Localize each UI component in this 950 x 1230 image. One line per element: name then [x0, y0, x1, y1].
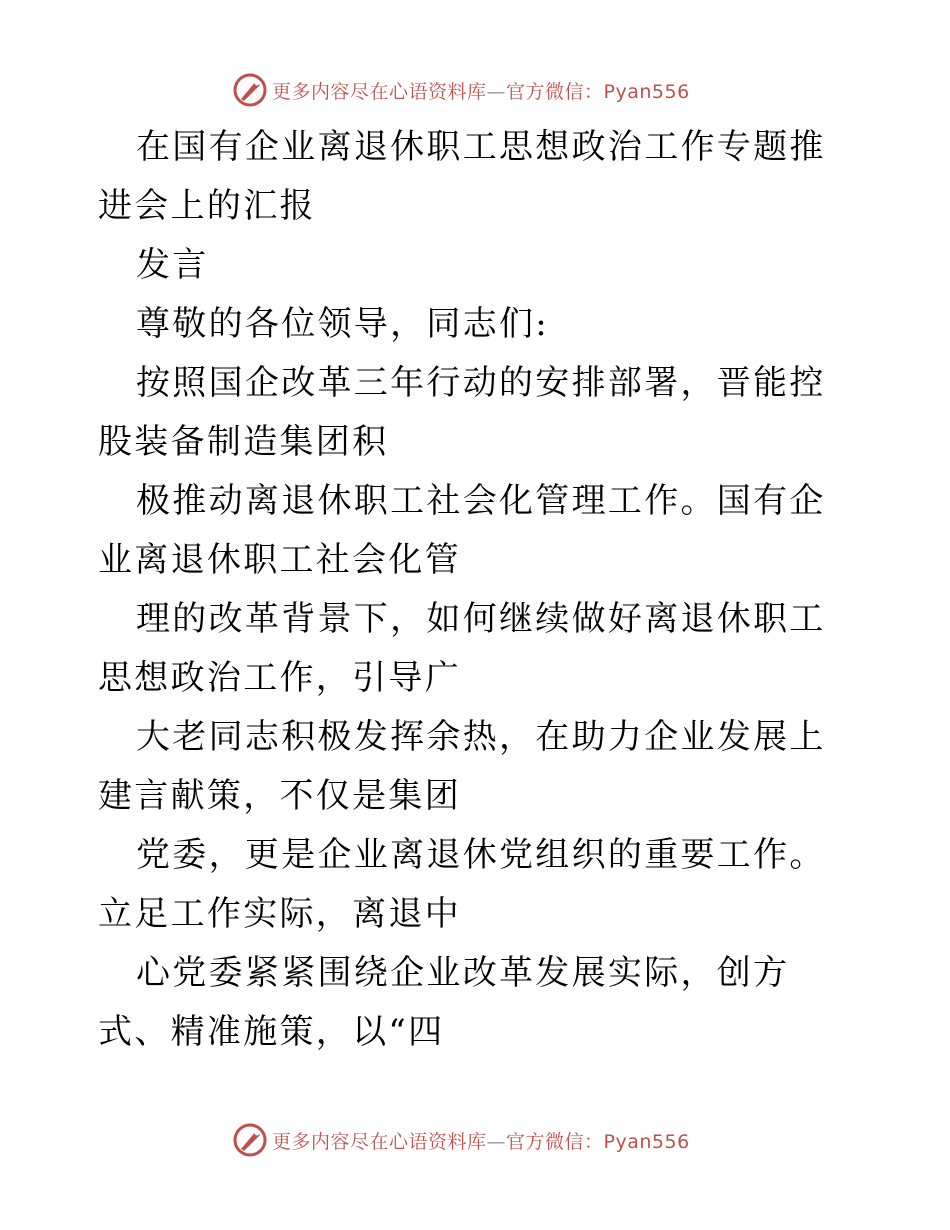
banner-text: [272, 1127, 690, 1154]
banner-wechat-id: Pyan556: [603, 80, 690, 103]
document-body: [98, 118, 858, 1062]
banner-text: [272, 77, 690, 104]
paragraph: 心党委紧紧围绕企业改革发展实际，创方式、精准施策，以“四: [98, 953, 790, 1052]
banner-separator: —: [486, 1130, 507, 1153]
header-banner: [232, 72, 690, 108]
paragraph: 发言: [136, 245, 209, 285]
paragraph: 按照国企改革三年行动的安排部署，晋能控股装备制造集团积: [98, 363, 826, 462]
banner-separator: —: [486, 80, 507, 103]
paragraph-salutation: 尊敬的各位领导，同志们:: [136, 304, 550, 344]
paragraph-title: 在国有企业离退休职工思想政治工作专题推进会上的汇报: [98, 127, 826, 226]
paragraph: 党委，更是企业离退休党组织的重要工作。立足工作实际，离退中: [98, 835, 826, 934]
paragraph: 大老同志积极发挥余热，在助力企业发展上建言献策，不仅是集团: [98, 717, 826, 816]
paragraph: 理的改革背景下，如何继续做好离退休职工思想政治工作，引导广: [98, 599, 826, 698]
paragraph: 极推动离退休职工社会化管理工作。国有企业离退休职工社会化管: [98, 481, 826, 580]
pen-logo-icon: [232, 1122, 268, 1158]
banner-wechat-label: 官方微信：: [506, 1130, 604, 1153]
banner-title: 更多内容尽在心语资料库: [272, 1130, 487, 1153]
footer-banner: [232, 1122, 690, 1158]
pen-logo-icon: [232, 72, 268, 108]
banner-wechat-label: 官方微信：: [506, 80, 604, 103]
banner-title: 更多内容尽在心语资料库: [272, 80, 487, 103]
banner-wechat-id: Pyan556: [603, 1130, 690, 1153]
